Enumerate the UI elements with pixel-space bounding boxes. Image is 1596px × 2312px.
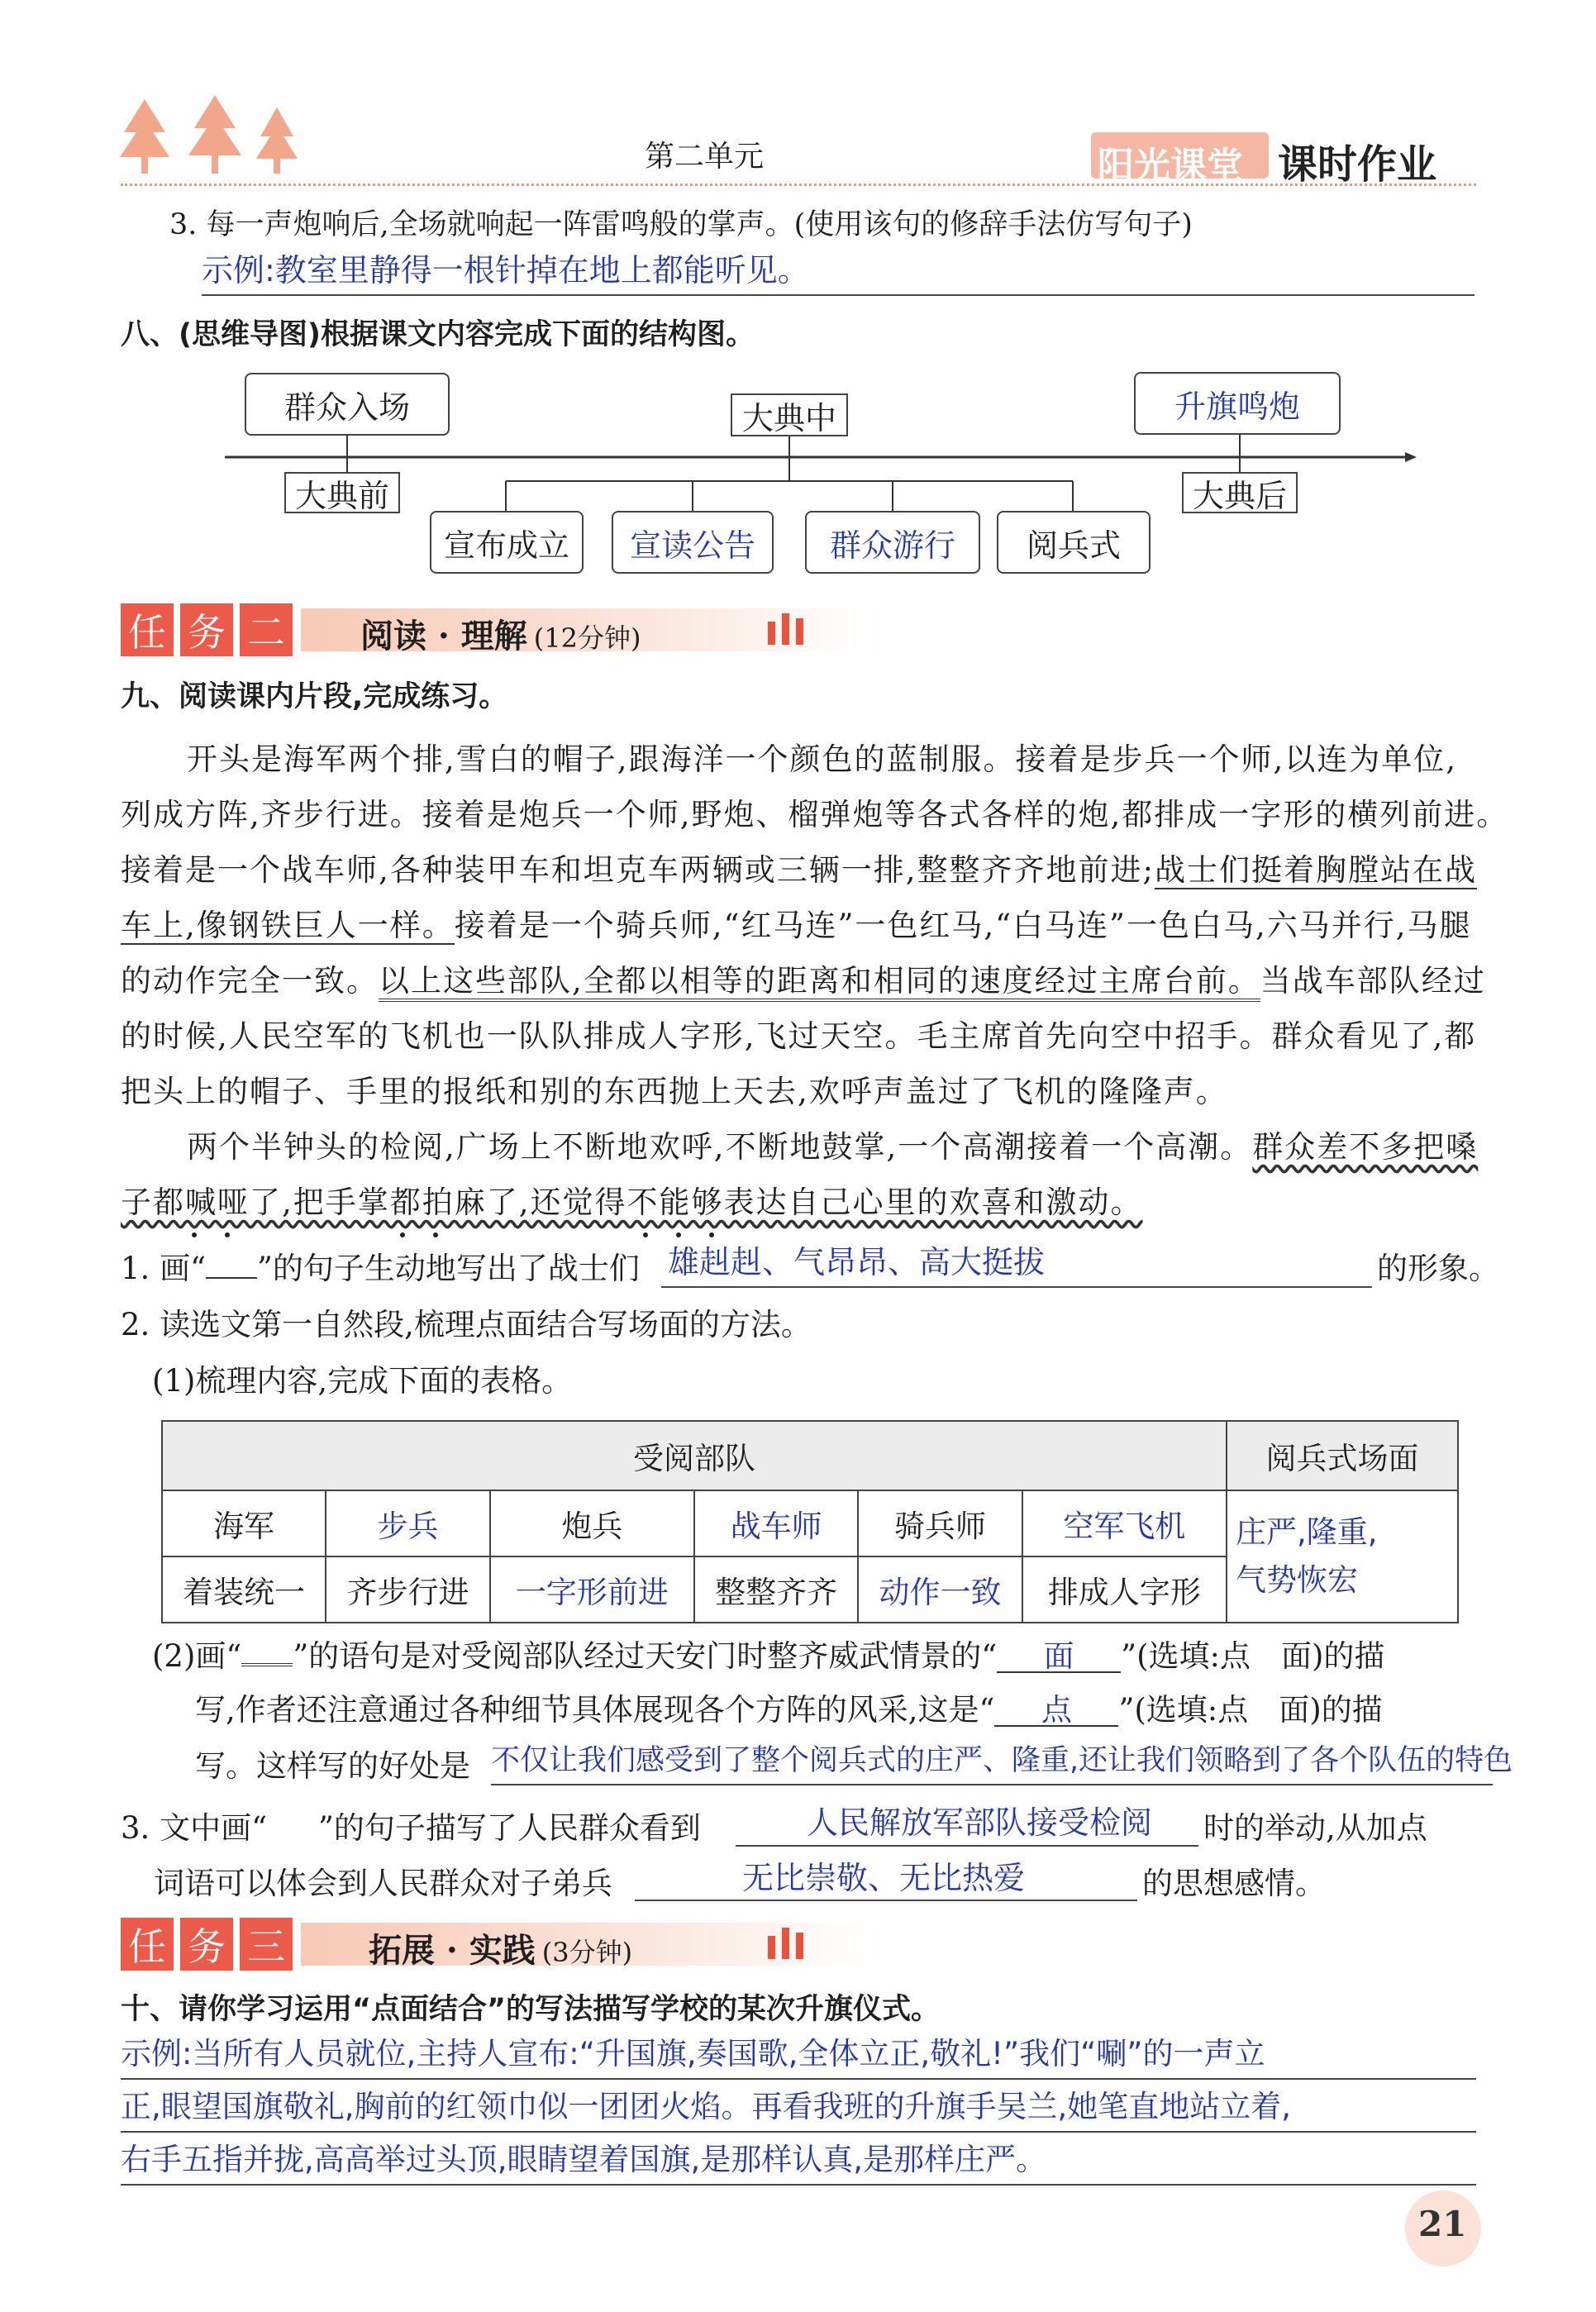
- q2-title: 2. 读选文第一自然段,梳理点面结合写场面的方法。: [121, 1307, 812, 1342]
- q3-line2: 词语可以体会到人民群众对子弟兵: [154, 1866, 612, 1901]
- passage-line: 接着是一个战车师,各种装甲车和坦克车两辆或三辆一排,整整齐齐地前进;战士们挺着胸膛站在战: [121, 852, 1477, 888]
- box-during: 大典中: [731, 393, 848, 436]
- sec10-answer-line-1: 示例:当所有人员就位,主持人宣布:“升国旗,奏国歌,全体立正,敬礼!”我们“唰”的一声立: [121, 2036, 1265, 2071]
- table-cell-answer: 动作一致: [858, 1556, 1022, 1623]
- box-before: 大典前: [284, 472, 400, 513]
- table-cell-answer: 空军飞机: [1022, 1490, 1227, 1556]
- emphasis-dot: [643, 1232, 648, 1237]
- sec10-answer-line-2: 正,眼望国旗敬礼,胸前的红领巾似一团团火焰。再看我班的升旗手吴兰,她笔直地站立着,: [121, 2089, 1292, 2124]
- table-cell-answer: 步兵: [326, 1490, 489, 1556]
- table-cell-answer: 战车师: [694, 1490, 858, 1556]
- passage-line: 车上,像钢铁巨人一样。接着是一个骑兵师,“红马连”一色红马,“白马连”一色白马,六马并行,马腿: [121, 908, 1472, 943]
- table-scene-answer: 庄严,隆重, 气势恢宏: [1227, 1490, 1458, 1623]
- box-review: 阅兵式: [997, 511, 1151, 574]
- emphasis-dot: [676, 1232, 681, 1237]
- task2-char-3: 二: [240, 603, 293, 656]
- q3-line2-end: 的思想感情。: [1142, 1866, 1326, 1901]
- answer-line: [121, 2131, 1476, 2133]
- q3-top-question: 3. 每一声炮响后,全场就响起一阵雷鸣般的掌声。(使用该句的修辞手法仿写句子): [169, 208, 1193, 241]
- brand-name-a: 阳光课堂: [1098, 145, 1243, 187]
- table-cell-answer: 一字形前进: [490, 1556, 694, 1623]
- q3-line1-end: 时的举动,从加点: [1203, 1810, 1427, 1846]
- box-after: 大典后: [1182, 472, 1298, 513]
- sec8-title: 八、(思维导图)根据课文内容完成下面的结构图。: [121, 318, 755, 351]
- q2-sub2-line1: (2)画“ ”的语句是对受阅部队经过天安门时整齐威武情景的“ 面 ”(选填:点 面)的描: [152, 1638, 1385, 1674]
- q2-answer-face: 面: [997, 1641, 1121, 1673]
- table-cell: 海军: [162, 1490, 326, 1556]
- box-parade: 群众游行: [805, 511, 980, 574]
- q1: 1. 画“ ”的句子生动地写出了战士们: [121, 1251, 640, 1286]
- table-header-troops: 受阅部队: [162, 1421, 1227, 1490]
- task2-char-2: 务: [180, 603, 233, 656]
- table-cell: 骑兵师: [858, 1490, 1022, 1556]
- unit-title: 第二单元: [645, 140, 765, 174]
- q3-blank-2: [635, 1900, 1137, 1901]
- table-cell: 炮兵: [490, 1490, 694, 1556]
- table-header-scene: 阅兵式场面: [1227, 1421, 1458, 1490]
- answer-line: [121, 2078, 1476, 2080]
- q1-blank: [661, 1286, 1372, 1288]
- q2-sub2-line3: 写。这样写的好处是: [195, 1748, 470, 1784]
- task3-bar: [121, 1918, 865, 1971]
- passage-line: 的动作完全一致。以上这些部队,全都以相等的距离和相同的速度经过主席台前。当战车部队经过: [121, 953, 1493, 1008]
- answer-line: [121, 2184, 1476, 2186]
- q2-sub1: (1)梳理内容,完成下面的表格。: [152, 1363, 573, 1399]
- sec9-title: 九、阅读课内片段,完成练习。: [121, 680, 508, 713]
- emphasis-dot: [225, 1232, 230, 1237]
- page-number: 21: [1418, 2204, 1467, 2244]
- passage-line: 列成方阵,齐步行进。接着是炮兵一个师,野炮、榴弹炮等各式各样的炮,都排成一字形的横列前进。: [121, 797, 1509, 832]
- box-declare: 宣布成立: [430, 511, 584, 574]
- passage-line: 子都喊哑了,把手掌都拍麻了,还觉得不能够表达自己心里的欢喜和激动。: [121, 1185, 1143, 1220]
- q3-line1: 3. 文中画“ ”的句子描写了人民群众看到: [121, 1810, 701, 1846]
- passage-line: 两个半钟头的检阅,广场上不断地欢呼,不断地鼓掌,一个高潮接着一个高潮。群众差不多把嗓: [187, 1129, 1479, 1165]
- task2-char-1: 任: [121, 603, 174, 656]
- task3-char-1: 任: [121, 1918, 174, 1971]
- q3-blank-1: [736, 1845, 1198, 1847]
- q3-top-answer: 示例:教室里静得一根针掉在地上都能听见。: [202, 252, 809, 288]
- q3-answer-1: 人民解放军部队接受检阅: [807, 1804, 1153, 1841]
- mindmap: [0, 0, 1596, 595]
- q2-answer-point: 点: [994, 1695, 1118, 1727]
- table-cell: 排成人字形: [1022, 1556, 1227, 1623]
- task3-char-2: 务: [180, 1918, 233, 1971]
- q2-benefit-answer: 不仅让我们感受到了整个阅兵式的庄严、隆重,还让我们领略到了各个队伍的特色: [491, 1744, 1513, 1777]
- passage: [121, 732, 1509, 1230]
- q1-answer: 雄赳赳、气昂昂、高大挺拔: [668, 1244, 1046, 1280]
- q2-benefit-blank: [491, 1784, 1493, 1785]
- task3-title: 拓展 · 实践 (3分钟): [369, 1931, 633, 1970]
- parade-table: [161, 1420, 1459, 1623]
- passage-line: 的时候,人民空军的飞机也一队队排成人字形,飞过天空。毛主席首先向空中招手。群众看见了,都: [121, 1018, 1477, 1054]
- emphasis-dot: [192, 1232, 197, 1237]
- table-cell: 着装统一: [162, 1556, 326, 1623]
- emphasis-dot: [433, 1232, 438, 1237]
- q3-answer-2: 无比崇敬、无比热爱: [742, 1860, 1026, 1896]
- brand-name-b: 课时作业: [1278, 141, 1437, 188]
- passage-line: 把头上的帽子、手里的报纸和别的东西抛上天去,欢呼声盖过了飞机的隆隆声。: [121, 1074, 1228, 1109]
- sec10-answer-line-3: 右手五指并拢,高高举过头顶,眼睛望着国旗,是那样认真,是那样庄严。: [121, 2142, 1047, 2177]
- q1-end: 的形象。: [1377, 1251, 1499, 1286]
- table-cell: 整整齐齐: [694, 1556, 858, 1623]
- box-flag: 升旗鸣炮: [1134, 372, 1341, 435]
- box-crowd: 群众入场: [245, 373, 450, 436]
- passage-line: 开头是海军两个排,雪白的帽子,跟海洋一个颜色的蓝制服。接着是步兵一个师,以连为单位,: [187, 741, 1458, 777]
- sec10-title: 十、请你学习运用“点面结合”的写法描写学校的某次升旗仪式。: [121, 1993, 941, 2026]
- task2-bar: [121, 603, 865, 656]
- table-cell: 齐步行进: [326, 1556, 489, 1623]
- emphasis-dot: [400, 1232, 405, 1237]
- emphasis-dot: [709, 1232, 714, 1237]
- q2-sub2-line2: 写,作者还注意通过各种细节具体展现各个方阵的风采,这是“ 点 ”(选填:点 面)的描: [195, 1692, 1383, 1728]
- task2-title: 阅读 · 理解 (12分钟): [360, 617, 641, 655]
- box-announce: 宣读公告: [612, 511, 774, 574]
- task3-char-3: 三: [240, 1918, 293, 1971]
